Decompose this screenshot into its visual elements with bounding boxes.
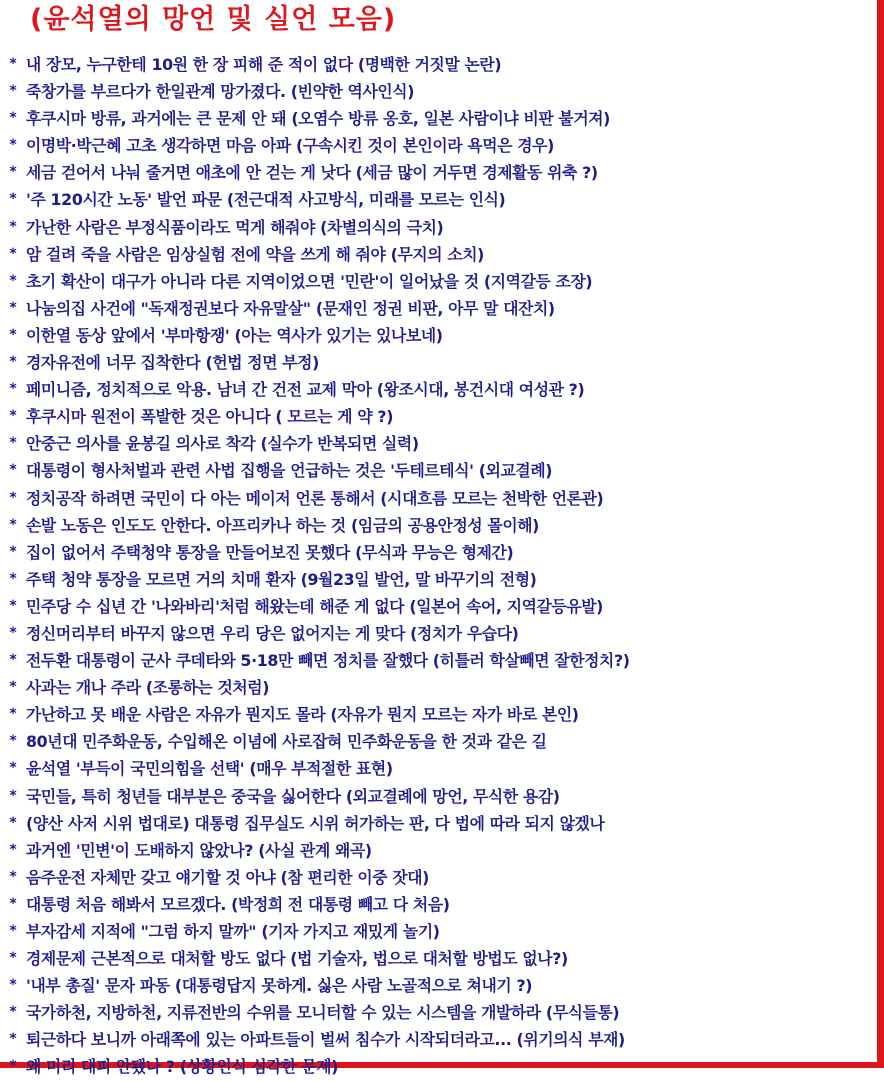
list-item-text: 후쿠시마 원전이 폭발한 것은 아니다 ( 모르는 게 약 ?) [26, 407, 394, 427]
list-item [0, 186, 630, 213]
list-item-text: 암 걸려 죽을 사람은 임상실험 전에 약을 쓰게 해 줘야 (무지의 소치) [26, 244, 485, 264]
list-item [0, 620, 630, 647]
list-item [0, 674, 630, 701]
bullet-icon: * [9, 462, 17, 479]
bullet-icon: * [9, 923, 17, 939]
list-item [0, 810, 630, 837]
list-item-text: 주택 청약 통장을 모르면 거의 치매 환자 (9월23일 발언, 말 바꾸기의 전형) [26, 569, 537, 589]
list-item [0, 945, 630, 972]
list-item-text: 가난하고 못 배운 사람은 자유가 뭔지도 몰라 (자유가 뭔지 모르는 자가 바로 본인) [26, 705, 579, 725]
bullet-icon: * [9, 977, 17, 994]
list-item [0, 295, 630, 322]
bullet-icon: * [9, 1004, 17, 1021]
list-item-text: 죽창가를 부르다가 한일관계 망가졌다. (빈약한 역사인식) [26, 82, 415, 102]
list-item [0, 78, 630, 105]
bullet-icon: * [9, 895, 17, 912]
list-item-text: 페미니즘, 정치적으로 악용. 남녀 간 건전 교제 막아 (왕조시대, 봉건시대 여성관 ?) [26, 380, 585, 400]
list-item-text: '주 120시간 노동' 발언 파문 (전근대적 사고방식, 미래를 모르는 인식) [26, 190, 506, 210]
list-item-text: 사과는 개나 주라 (조롱하는 것처럼) [26, 678, 270, 698]
bullet-icon: * [9, 1058, 17, 1075]
list-item [0, 241, 630, 268]
list-item-text: 가난한 사람은 부정식품이라도 먹게 해줘야 (차별의식의 극치) [26, 217, 444, 237]
list-item [0, 159, 630, 186]
list-item-text: 음주운전 자체만 갖고 얘기할 것 아냐 (참 편리한 이중 잣대) [26, 867, 430, 887]
bullet-icon: * [9, 597, 17, 614]
bullet-icon: * [9, 760, 17, 777]
list-item [0, 647, 630, 674]
bullet-icon: * [9, 814, 17, 831]
list-item [0, 891, 630, 918]
list-item-text: 전두환 대통령이 군사 쿠데타와 5·18만 빼면 정치를 잘했다 (히틀러 학살빼면 잘한정치?) [26, 651, 630, 671]
list-item [0, 972, 630, 999]
bullet-icon: * [9, 841, 17, 858]
bullet-icon: * [9, 787, 17, 804]
list-item-text: 정신머리부터 바꾸지 않으면 우리 당은 없어지는 게 맞다 (정치가 우습다) [26, 623, 519, 643]
list-item [0, 999, 630, 1026]
bullet-icon: * [9, 950, 17, 967]
list-item-text: 국가하천, 지방하천, 지류전반의 수위를 모니터할 수 있는 시스템을 개발하라 (무식들통) [26, 1003, 620, 1023]
list-item [0, 322, 630, 349]
list-item [0, 1026, 630, 1053]
list-item [0, 485, 630, 512]
list-item [0, 566, 630, 593]
list-item-text: 안중근 의사를 윤봉길 의사로 착각 (실수가 반복되면 실력) [26, 434, 419, 454]
list-item [0, 105, 630, 132]
bullet-icon: * [9, 381, 17, 398]
list-item [0, 783, 630, 810]
list-item [0, 837, 630, 864]
bullet-icon: * [9, 1031, 17, 1048]
list-item-text: 왜 미리 대피 안됐나 ? (상황인식 심각한 문제) [26, 1057, 339, 1077]
bullet-icon: * [9, 218, 17, 235]
list-item [0, 864, 630, 891]
bullet-icon: * [9, 435, 17, 452]
bullet-icon: * [9, 733, 17, 750]
bullet-icon: * [9, 272, 17, 289]
list-item-text: '내부 총질' 문자 파동 (대통령답지 못하게. 싫은 사람 노골적으로 쳐내기 ?) [26, 976, 533, 996]
list-item-text: 이한열 동상 앞에서 '부마항쟁' (아는 역사가 있기는 있나보네) [26, 325, 443, 345]
list-item [0, 728, 630, 755]
bullet-icon: * [9, 110, 17, 127]
bullet-icon: * [9, 326, 17, 343]
bullet-icon: * [9, 516, 17, 533]
list-item-text: 초기 확산이 대구가 아니라 다른 지역이었으면 '민란'이 일어났을 것 (지역갈등 조장) [26, 271, 593, 291]
bullet-icon: * [9, 354, 17, 371]
list-item [0, 132, 630, 159]
bullet-icon: * [9, 652, 17, 669]
list-item-text: 부자감세 지적에 "그럼 하지 말까" (기자 가지고 재밌게 놀기) [26, 922, 440, 941]
list-item [0, 403, 630, 430]
bullet-icon: * [9, 245, 17, 262]
list-item-text: 집이 없어서 주택청약 통장을 만들어보진 못했다 (무식과 무능은 형제간) [26, 542, 514, 562]
list-item [0, 349, 630, 376]
bullet-icon: * [9, 868, 17, 885]
bullet-icon: * [9, 164, 17, 181]
list-item-text: 80년대 민주화운동, 수입해온 이념에 사로잡혀 민주화운동을 한 것과 같은 길 [26, 732, 547, 752]
bullet-icon: * [9, 83, 17, 100]
list-item-text: 세금 걷어서 나눠 줄거면 애초에 안 걷는 게 낫다 (세금 많이 거두면 경제활동 위축 ?) [26, 163, 598, 183]
list-item [0, 755, 630, 782]
list-item [0, 512, 630, 539]
list-item-text: 나눔의집 사건에 "독재정권보다 자유말살" (문재인 정권 비판, 아무 말 대잔치) [26, 298, 555, 318]
list-item [0, 376, 630, 403]
list-item-text: 이명박·박근혜 고초 생각하면 마음 아파 (구속시킨 것이 본인이라 욕먹은 경우) [26, 136, 554, 156]
list-item [0, 214, 630, 241]
list-item-text: 국민들, 특히 청년들 대부분은 중국을 싫어한다 (외교결례에 망언, 무식한 용감) [26, 786, 560, 806]
list-item-text: 대통령이 형사처벌과 관련 사법 집행을 언급하는 것은 '두테르테식' (외교결례) [26, 461, 553, 481]
list-item-text: 민주당 수 십년 간 '나와바리'처럼 해왔는데 해준 게 없다 (일본어 속어, 지역갈등유발) [26, 596, 604, 616]
list-item [0, 701, 630, 728]
bullet-icon: * [9, 624, 17, 641]
list-item [0, 1053, 630, 1080]
bullet-icon: * [9, 299, 17, 316]
bullet-icon: * [9, 137, 17, 154]
list-item-text: 내 장모, 누구한테 10원 한 장 피해 준 적이 없다 (명백한 거짓말 논란) [26, 55, 502, 74]
list-item [0, 918, 630, 945]
list-item-text: 후쿠시마 방류, 과거에는 큰 문제 안 돼 (오염수 방류 옹호, 일본 사람이냐 비판 불거져) [26, 109, 611, 129]
list-item-text: 경자유전에 너무 집착한다 (헌법 정면 부정) [26, 353, 319, 373]
list-item-text: 윤석열 '부득이 국민의힘을 선택' (매우 부적절한 표현) [26, 759, 393, 779]
statement-list [0, 51, 630, 1081]
bullet-icon: * [9, 408, 17, 425]
list-item-text: 정치공작 하려면 국민이 다 아는 메이저 언론 통해서 (시대흐름 모르는 천박한 언론관) [26, 488, 604, 508]
list-item [0, 539, 630, 566]
list-item-text: 대통령 처음 해봐서 모르겠다. (박정희 전 대통령 빼고 다 처음) [26, 894, 450, 914]
list-item-text: 손발 노동은 인도도 안한다. 아프리카나 하는 것 (임금의 공용안정성 몰이해) [26, 515, 540, 535]
bullet-icon: * [9, 56, 17, 72]
list-item [0, 430, 630, 457]
page-title: (윤석열의 망언 및 실언 모음) [30, 4, 397, 35]
list-item [0, 457, 630, 484]
bullet-icon: * [9, 543, 17, 560]
bullet-icon: * [9, 191, 17, 208]
list-item-text: 경제문제 근본적으로 대처할 방도 없다 (법 기술자, 법으로 대처할 방법도 없나?) [26, 949, 568, 969]
list-item-text: (양산 사저 시위 법대로) 대통령 집무실도 시위 허가하는 판, 다 법에 따라 되지 않겠나 [26, 813, 605, 833]
bullet-icon: * [9, 706, 17, 723]
list-item-text: 과거엔 '민변'이 도배하지 않았나? (사실 관계 왜곡) [26, 840, 372, 860]
list-item-text: 퇴근하다 보니까 아래쪽에 있는 아파트들이 벌써 침수가 시작되더라고... (위기의식 부재) [26, 1030, 625, 1050]
list-item [0, 268, 630, 295]
bullet-icon: * [9, 570, 17, 587]
list-item [0, 51, 630, 78]
bullet-icon: * [9, 679, 17, 696]
list-item [0, 593, 630, 620]
bullet-icon: * [9, 489, 17, 506]
